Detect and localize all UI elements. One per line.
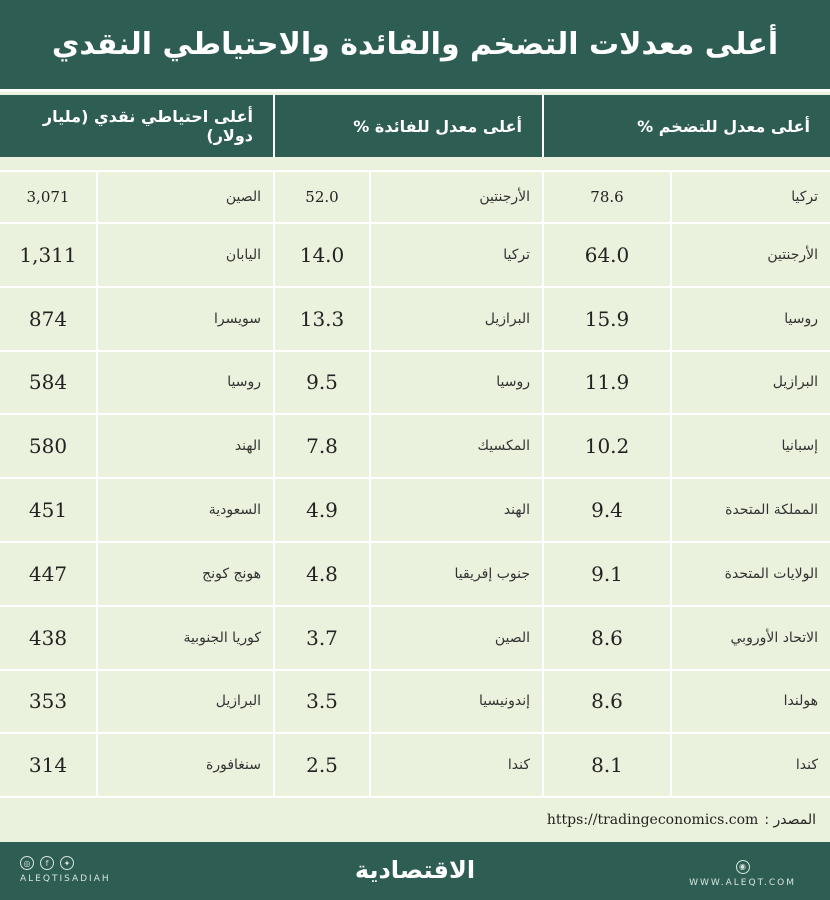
reserves-value: 353 — [28, 689, 68, 714]
twitter-icon[interactable]: ✦ — [60, 856, 74, 870]
interest-value: 9.5 — [273, 352, 369, 414]
inflation-country: الولايات المتحدة — [670, 543, 830, 605]
inflation-value: 8.6 — [542, 607, 670, 669]
reserves-value: 874 — [28, 306, 68, 331]
inflation-value: 8.1 — [542, 734, 670, 796]
interest-value: 13.3 — [273, 288, 369, 350]
reserves-country: سويسرا — [96, 288, 273, 350]
table-row — [0, 671, 830, 735]
reserves-country: الهند — [96, 415, 273, 477]
inflation-value: 8.6 — [542, 671, 670, 733]
interest-value: 52.0 — [273, 172, 369, 222]
inflation-value: 9.4 — [542, 479, 670, 541]
reserves-value: 314 — [28, 753, 68, 778]
inflation-country: البرازيل — [670, 352, 830, 414]
reserves-country: سنغافورة — [96, 734, 273, 796]
interest-country: المكسيك — [369, 415, 542, 477]
interest-country: الأرجنتين — [369, 172, 542, 222]
interest-country: جنوب إفريقيا — [369, 543, 542, 605]
inflation-country: تركيا — [670, 172, 830, 222]
reserves-country: اليابان — [96, 224, 273, 286]
interest-value: 4.8 — [273, 543, 369, 605]
reserves-value: 584 — [28, 370, 68, 395]
reserves-country: السعودية — [96, 479, 273, 541]
instagram-icon[interactable]: ◎ — [20, 856, 34, 870]
inflation-country: كندا — [670, 734, 830, 796]
reserves-country: روسيا — [96, 352, 273, 414]
table-row — [0, 224, 830, 288]
interest-country: الصين — [369, 607, 542, 669]
source-label: المصدر : — [764, 811, 816, 828]
table-row — [0, 734, 830, 798]
inflation-value: 10.2 — [542, 415, 670, 477]
inflation-country: إسبانيا — [670, 415, 830, 477]
footer-site — [689, 854, 796, 888]
inflation-value: 78.6 — [542, 172, 670, 222]
header-interest: أعلى معدل للفائدة % — [273, 95, 542, 157]
table-row — [0, 607, 830, 671]
reserves-value: 1,311 — [19, 242, 77, 267]
source-note — [0, 797, 830, 842]
interest-value: 2.5 — [273, 734, 369, 796]
inflation-value: 9.1 — [542, 543, 670, 605]
header-reserves: أعلى احتياطي نقدي (مليار دولار) — [42, 107, 253, 145]
table-row — [0, 543, 830, 607]
footer — [0, 842, 830, 900]
source-url[interactable]: https://tradingeconomics.com — [546, 811, 759, 828]
interest-country: البرازيل — [369, 288, 542, 350]
inflation-country: هولندا — [670, 671, 830, 733]
title-bar — [0, 0, 830, 92]
page-title: أعلى معدلات التضخم والفائدة والاحتياطي النقدي — [51, 27, 779, 62]
footer-handle: ALEQTISADIAH — [20, 874, 111, 884]
footer-site-url[interactable]: WWW.ALEQT.COM — [689, 877, 796, 888]
interest-country: تركيا — [369, 224, 542, 286]
reserves-country: البرازيل — [96, 671, 273, 733]
inflation-value: 15.9 — [542, 288, 670, 350]
table-row — [0, 172, 830, 224]
interest-value: 4.9 — [273, 479, 369, 541]
table-row — [0, 352, 830, 416]
brand-logo: الاقتصادية — [354, 856, 476, 884]
reserves-value: 438 — [28, 625, 68, 650]
table-row — [0, 479, 830, 543]
inflation-country: الأرجنتين — [670, 224, 830, 286]
header-inflation: أعلى معدل للتضخم % — [542, 95, 830, 157]
reserves-country: هونج كونج — [96, 543, 273, 605]
interest-value: 7.8 — [273, 415, 369, 477]
reserves-value: 447 — [28, 561, 68, 586]
data-table — [0, 170, 830, 798]
inflation-country: الاتحاد الأوروبي — [670, 607, 830, 669]
reserves-value: 580 — [28, 434, 68, 459]
table-row — [0, 415, 830, 479]
interest-country: روسيا — [369, 352, 542, 414]
inflation-country: روسيا — [670, 288, 830, 350]
reserves-country: الصين — [96, 172, 273, 222]
table-header — [0, 95, 830, 157]
reserves-value: 451 — [28, 498, 68, 523]
facebook-icon[interactable]: f — [40, 856, 54, 870]
inflation-value: 64.0 — [542, 224, 670, 286]
interest-value: 3.5 — [273, 671, 369, 733]
table-row — [0, 288, 830, 352]
reserves-country: كوريا الجنوبية — [96, 607, 273, 669]
interest-country: كندا — [369, 734, 542, 796]
globe-icon: ◉ — [736, 860, 750, 874]
inflation-value: 11.9 — [542, 352, 670, 414]
interest-value: 14.0 — [273, 224, 369, 286]
reserves-value: 3,071 — [26, 188, 70, 206]
inflation-country: المملكة المتحدة — [670, 479, 830, 541]
interest-country: الهند — [369, 479, 542, 541]
interest-country: إندونيسيا — [369, 671, 542, 733]
interest-value: 3.7 — [273, 607, 369, 669]
